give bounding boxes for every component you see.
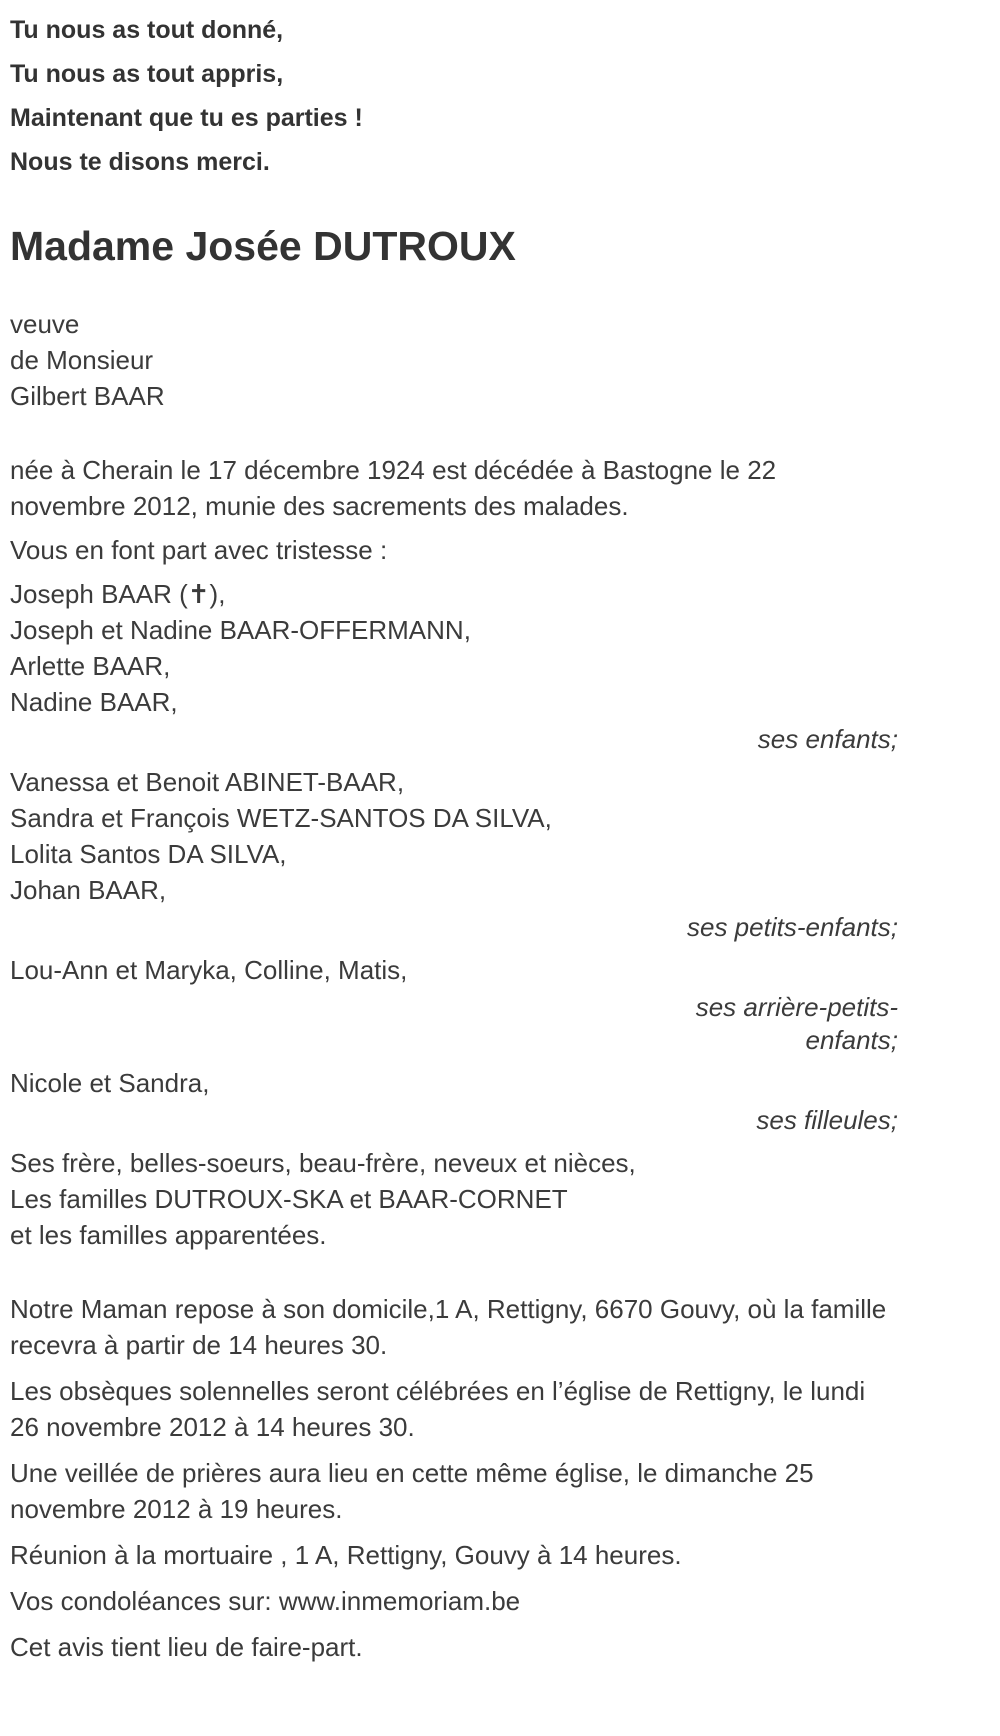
epigraph-line: Nous te disons merci. [10, 148, 270, 176]
relation-line: veuve [10, 309, 80, 339]
epigraph-line: Tu nous as tout appris, [10, 60, 284, 88]
condolences-url: Vos condoléances sur: www.inmemoriam.be [10, 1586, 521, 1616]
family-member: et les familles apparentées. [10, 1220, 327, 1250]
funeral-text: Les obsèques solennelles seront célébrées en l’église de Rettigny, le lundi 26 novembre 2012 à 14 heures 30. [10, 1376, 866, 1442]
family-member: Nadine BAAR, [10, 687, 178, 717]
epigraph-line: Maintenant que tu es parties ! [10, 104, 363, 132]
grandchildren-label: ses petits-enfants; [687, 912, 898, 942]
great-grandchildren-list [10, 952, 898, 988]
family-member: Arlette BAAR, [10, 651, 171, 681]
family-member: Les familles DUTROUX-SKA et BAAR-CORNET [10, 1184, 568, 1214]
relation-line: Gilbert BAAR [10, 381, 165, 411]
other-family-block [10, 1145, 898, 1253]
announcement-intro: Vous en font part avec tristesse : [10, 535, 388, 565]
family-member: Nicole et Sandra, [10, 1068, 210, 1098]
notice-text: Cet avis tient lieu de faire-part. [10, 1632, 363, 1662]
family-member: Sandra et François WETZ-SANTOS DA SILVA, [10, 803, 552, 833]
family-member: Vanessa et Benoit ABINET-BAAR, [10, 767, 405, 797]
repose-text: Notre Maman repose à son domicile,1 A, Rettigny, 6670 Gouvy, où la famille recevra à partir de 14 heures 30. [10, 1294, 887, 1360]
deceased-name: Madame Josée DUTROUX [10, 223, 516, 269]
children-list [10, 576, 898, 720]
goddaughters-list [10, 1065, 898, 1101]
grandchildren-list [10, 764, 898, 908]
goddaughters-label: ses filleules; [756, 1105, 898, 1135]
family-member: Lolita Santos DA SILVA, [10, 839, 287, 869]
ceremony-details [10, 1291, 898, 1665]
family-member: Ses frère, belles-soeurs, beau-frère, neveux et nièces, [10, 1148, 636, 1178]
relation-line: de Monsieur [10, 345, 154, 375]
family-member: Johan BAAR, [10, 875, 167, 905]
vigil-text: Une veillée de prières aura lieu en cette même église, le dimanche 25 novembre 2012 à 19 heures. [10, 1458, 814, 1524]
birth-death-text: née à Cherain le 17 décembre 1924 est décédée à Bastogne le 22 novembre 2012, munie des sacrements des malades. [10, 455, 777, 521]
family-member: Joseph BAAR (✝), [10, 579, 226, 609]
great-grandchildren-label: ses arrière-petits-enfants; [695, 992, 898, 1055]
relation-block [10, 306, 898, 414]
family-member: Lou-Ann et Maryka, Colline, Matis, [10, 955, 408, 985]
epigraph [10, 8, 898, 184]
children-label: ses enfants; [757, 724, 898, 754]
reunion-text: Réunion à la mortuaire , 1 A, Rettigny, Gouvy à 14 heures. [10, 1540, 682, 1570]
epigraph-line: Tu nous as tout donné, [10, 16, 284, 44]
family-member: Joseph et Nadine BAAR-OFFERMANN, [10, 615, 471, 645]
